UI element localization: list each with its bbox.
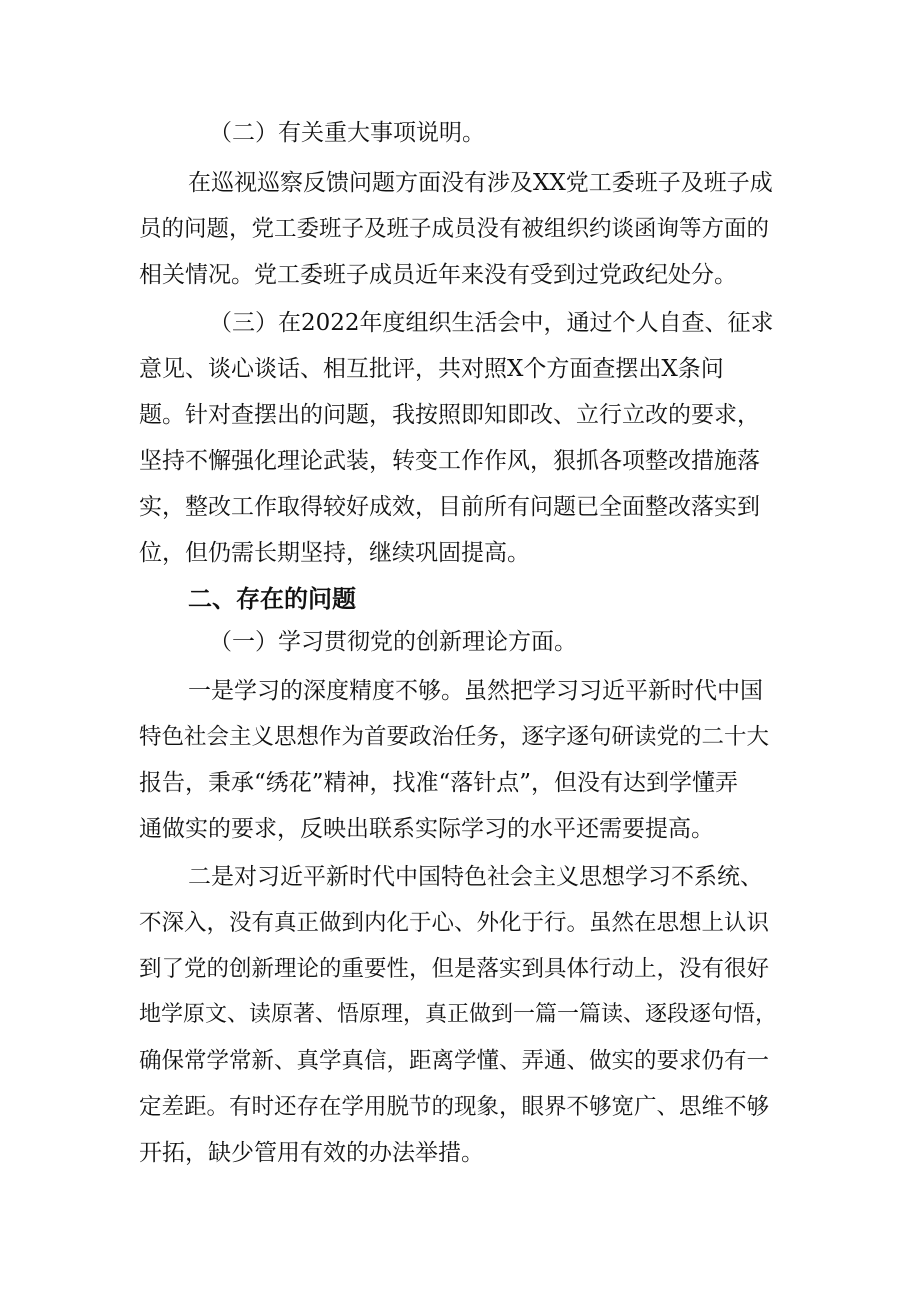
paragraph-line: 题。针对查摆出的问题，我按照即知即改、立行立改的要求， — [139, 402, 760, 428]
paragraph-line: 确保常学常新、真学真信，距离学懂、弄通、做实的要求仍有一 — [139, 1048, 770, 1074]
paragraph-line: 报告，秉承“绣花”精神，找准“落针点”，但没有达到学懂弄 — [139, 770, 739, 796]
paragraph-line: 相关情况。党工委班子成员近年来没有受到过党政纪处分。 — [139, 262, 737, 288]
section-heading: 二、存在的问题 — [188, 585, 356, 613]
paragraph-line: 开拓，缺少管用有效的办法举措。 — [139, 1140, 484, 1166]
paragraph-line: 实，整改工作取得较好成效，目前所有问题已全面整改落实到 — [139, 494, 760, 520]
paragraph-line: 通做实的要求，反映出联系实际学习的水平还需要提高。 — [139, 816, 714, 842]
paragraph-line: 不深入，没有真正做到内化于心、外化于行。虽然在思想上认识 — [139, 910, 770, 936]
paragraph-line: 意见、谈心谈话、相互批评，共对照X个方面查摆出X条问 — [139, 356, 724, 382]
subheading-major-matters: （二）有关重大事项说明。 — [209, 120, 485, 146]
paragraph-line: 在巡视巡察反馈问题方面没有涉及XX党工委班子及班子成 — [188, 170, 773, 196]
paragraph-line: 一是学习的深度精度不够。虽然把学习习近平新时代中国 — [188, 678, 763, 704]
paragraph-line: 二是对习近平新时代中国特色社会主义思想学习不系统、 — [188, 864, 763, 890]
paragraph-line: 员的问题，党工委班子及班子成员没有被组织约谈函询等方面的 — [139, 216, 770, 242]
paragraph-line: （三）在2022年度组织生活会中，通过个人自查、征求 — [209, 310, 774, 336]
paragraph-line: 特色社会主义思想作为首要政治任务，逐字逐句研读党的二十大 — [139, 724, 770, 750]
paragraph-line: 地学原文、读原著、悟原理，真正做到一篇一篇读、逐段逐句悟， — [139, 1002, 778, 1027]
paragraph-line: 坚持不懈强化理论武装，转变工作作风，狠抓各项整改措施落 — [139, 448, 760, 474]
paragraph-line: 位，但仍需长期坚持，继续巩固提高。 — [139, 540, 530, 566]
subheading-theory-study: （一）学习贯彻党的创新理论方面。 — [209, 629, 577, 655]
paragraph-line: 定差距。有时还存在学用脱节的现象，眼界不够宽广、思维不够 — [139, 1094, 770, 1120]
paragraph-line: 到了党的创新理论的重要性，但是落实到具体行动上，没有很好 — [139, 956, 770, 982]
